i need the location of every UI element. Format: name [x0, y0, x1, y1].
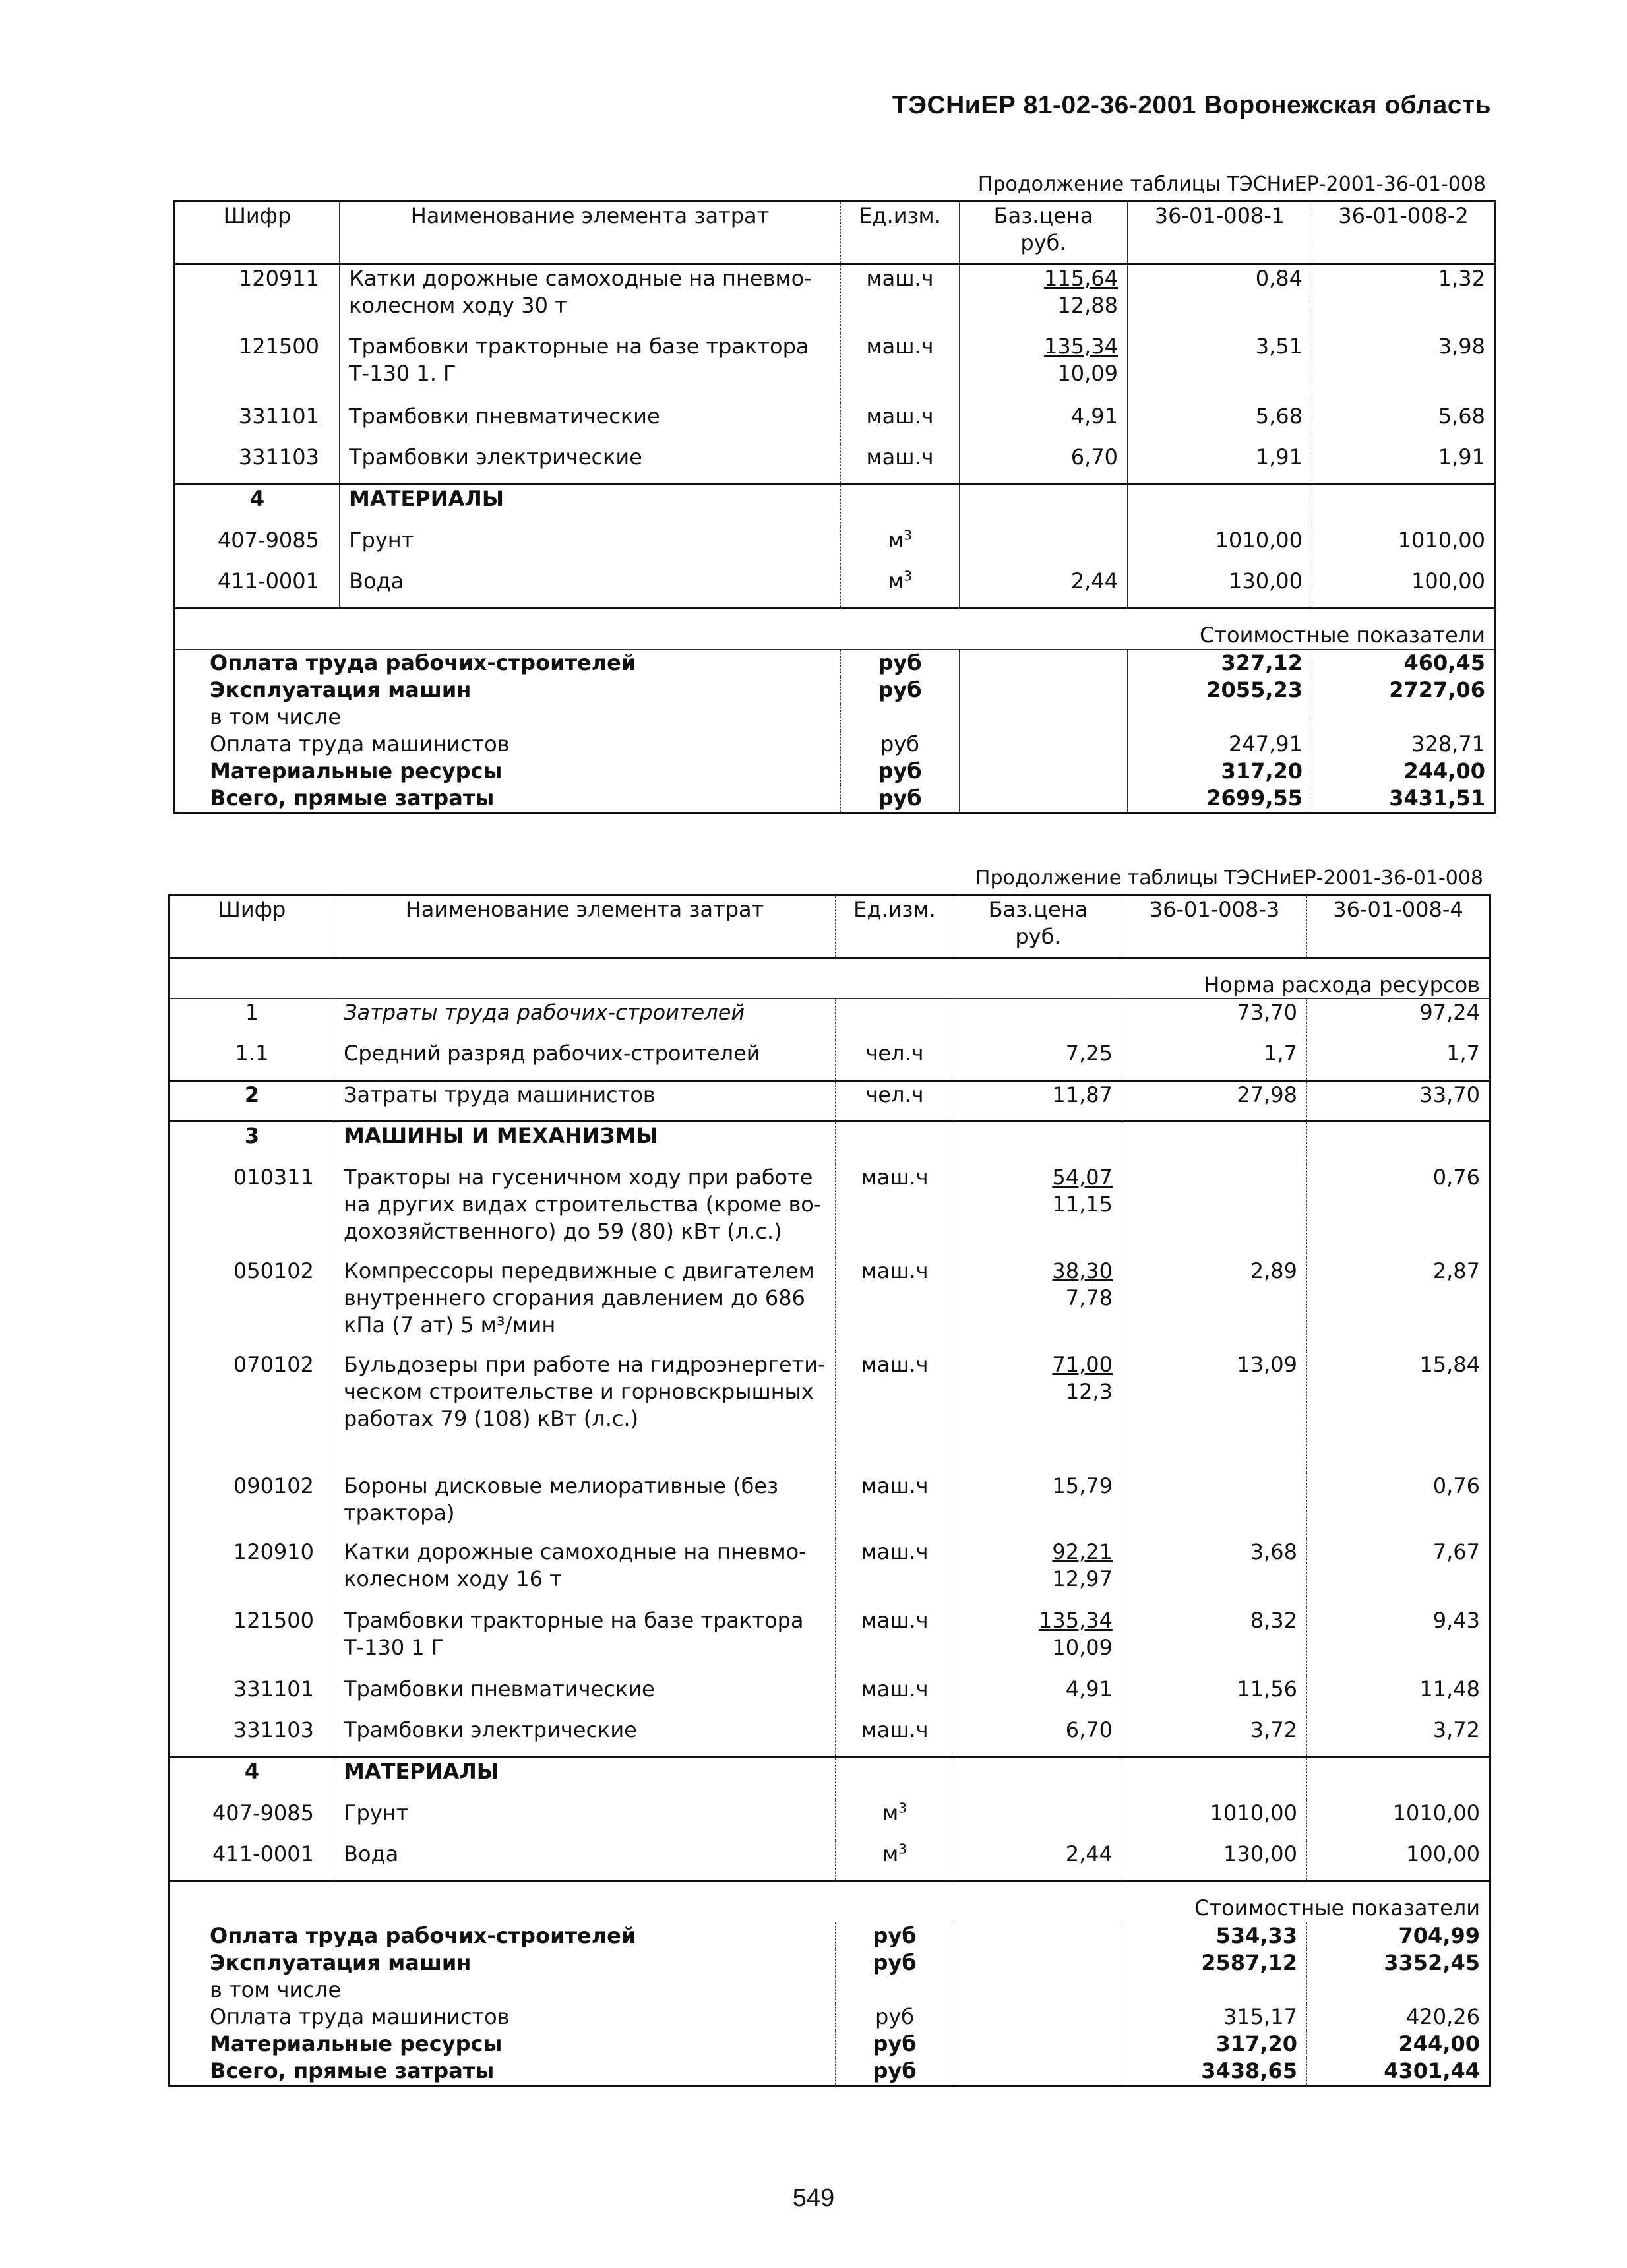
page-number: 549: [792, 2184, 835, 2212]
name-cell: Трамбовки тракторные на базе трактора Т-130 1 Г: [334, 1607, 836, 1676]
cost-name: Оплата труда машинистов: [210, 2004, 510, 2029]
value-cell: 1010,00: [1122, 1800, 1307, 1841]
price-wage-cell: 10,09: [1057, 360, 1118, 386]
cost-name: Эксплуатация машин: [210, 1950, 472, 1975]
cost-unit: руб: [841, 650, 960, 677]
cost-value: 4301,44: [1307, 2058, 1490, 2086]
value-cell: 130,00: [1128, 568, 1312, 609]
code-cell: 090102: [233, 1473, 314, 1498]
price-wage-cell: 12,3: [1065, 1378, 1113, 1404]
value-cell: [1122, 1473, 1307, 1539]
table-row: [169, 1800, 1490, 1841]
resource-table-2: [168, 894, 1491, 2087]
cost-value: 247,91: [1128, 731, 1312, 758]
code-cell: 331103: [233, 1717, 314, 1742]
price-wage-cell: 10,09: [1052, 1634, 1113, 1660]
cost-value: 704,99: [1307, 1922, 1490, 1950]
col-header: Баз.цена руб.: [960, 202, 1128, 264]
table-row: [169, 1717, 1490, 1758]
name-cell: Грунт: [334, 1800, 836, 1841]
value-cell: 0,76: [1307, 1473, 1490, 1539]
table-row: [169, 1607, 1490, 1676]
section-number: 4: [169, 1758, 334, 1800]
cost-name: Оплата труда машинистов: [210, 731, 510, 756]
price-cell: 15,79: [954, 1473, 1122, 1539]
section-number: 3: [169, 1122, 334, 1164]
cost-row: [169, 2031, 1490, 2058]
cost-value: 420,26: [1307, 2004, 1490, 2031]
price-cell: 135,34: [1039, 1607, 1113, 1633]
cost-unit: руб: [841, 758, 960, 785]
code-cell: 411-0001: [212, 1841, 314, 1866]
table-row: [169, 1164, 1490, 1258]
table-row: [169, 1676, 1490, 1717]
price-cell: 7,25: [954, 1040, 1122, 1081]
cost-name: Материальные ресурсы: [210, 2031, 503, 2056]
code-cell: 121500: [233, 1607, 314, 1633]
norm-label-row: [169, 958, 1490, 999]
cost-unit: руб: [841, 677, 960, 704]
cost-row: [175, 704, 1496, 731]
cost-value: 315,17: [1122, 2004, 1307, 2031]
table-row: [175, 403, 1496, 444]
price-cell: [954, 999, 1122, 1040]
price-cell: 71,00: [1052, 1351, 1113, 1377]
value-cell: 9,43: [1307, 1607, 1490, 1676]
cost-value: [1122, 1977, 1307, 2004]
name-cell: Трамбовки тракторные на базе трактора Т-130 1. Г: [340, 333, 841, 403]
price-wage-cell: 11,15: [1052, 1191, 1113, 1217]
cost-row: [169, 2004, 1490, 2031]
value-cell: 13,09: [1122, 1351, 1307, 1473]
value-cell: 3,98: [1312, 333, 1496, 403]
cost-name: Всего, прямые затраты: [210, 2058, 495, 2083]
name-cell: Компрессоры передвижные с двигателем внутреннего сгорания давлением до 686 кПа (7 ат) 5 м³/мин: [334, 1258, 836, 1351]
table-row: [169, 1081, 1490, 1122]
value-cell: 1,91: [1312, 444, 1496, 485]
col-header: Шифр: [175, 202, 340, 264]
name-cell: Затраты труда рабочих-строителей: [334, 999, 836, 1040]
cost-value: 317,20: [1128, 758, 1312, 785]
code-cell: 1: [245, 1000, 259, 1025]
section-row: [175, 485, 1496, 527]
table-row: [175, 444, 1496, 485]
cost-value: 244,00: [1307, 2031, 1490, 2058]
code-cell: 331101: [233, 1676, 314, 1701]
value-cell: 2,87: [1307, 1258, 1490, 1351]
value-cell: 8,32: [1122, 1607, 1307, 1676]
cost-value: 317,20: [1122, 2031, 1307, 2058]
value-cell: 1,91: [1128, 444, 1312, 485]
price-cell: 115,64: [1044, 266, 1118, 291]
cost-row: [175, 785, 1496, 813]
cost-unit: [836, 1977, 954, 2004]
table-row: [169, 1841, 1490, 1882]
unit-cell: маш.ч: [841, 444, 960, 485]
col-header: Шифр: [169, 896, 334, 958]
cost-name: Оплата труда рабочих-строителей: [210, 1923, 636, 1948]
price-wage-cell: 7,78: [1065, 1285, 1113, 1310]
table-row: [169, 1040, 1490, 1081]
value-cell: 73,70: [1122, 999, 1307, 1040]
col-header: Наименование элемента затрат: [334, 896, 836, 958]
unit-cell: маш.ч: [841, 333, 960, 403]
value-cell: 11,48: [1307, 1676, 1490, 1717]
table-row: [169, 1351, 1490, 1473]
price-cell: 6,70: [960, 444, 1128, 485]
price-cell: 4,91: [954, 1676, 1122, 1717]
price-cell: 2,44: [960, 568, 1128, 609]
unit-cell: [836, 999, 954, 1040]
code-cell: 121500: [238, 333, 319, 359]
cost-name: в том числе: [210, 704, 341, 729]
code-cell: 2: [169, 1081, 334, 1122]
section-row: [169, 1122, 1490, 1164]
unit-cell: маш.ч: [841, 264, 960, 333]
cost-unit: руб: [836, 1949, 954, 1977]
price-cell: 11,87: [954, 1081, 1122, 1122]
table-row: [169, 1258, 1490, 1351]
cost-row: [169, 1922, 1490, 1950]
unit-cell: $м^3$: [836, 1841, 954, 1882]
unit-cell: маш.ч: [836, 1164, 954, 1258]
code-cell: 411-0001: [217, 568, 319, 594]
price-cell: 54,07: [1052, 1164, 1113, 1190]
unit-cell: маш.ч: [836, 1607, 954, 1676]
value-cell: 27,98: [1122, 1081, 1307, 1122]
name-cell: Катки дорожные самоходные на пневмо-колесном ходу 16 т: [334, 1539, 836, 1607]
unit-cell: чел.ч: [836, 1040, 954, 1081]
section-title: МАТЕРИАЛЫ: [340, 485, 841, 527]
table-row: [175, 568, 1496, 609]
cost-row: [169, 1977, 1490, 2004]
unit-cell: чел.ч: [836, 1081, 954, 1122]
cost-value: 2055,23: [1128, 677, 1312, 704]
value-cell: 97,24: [1307, 999, 1490, 1040]
cost-value: 3352,45: [1307, 1949, 1490, 1977]
value-cell: 1010,00: [1312, 527, 1496, 568]
price-cell: 38,30: [1052, 1258, 1113, 1283]
cost-row: [175, 731, 1496, 758]
cost-value: [1128, 704, 1312, 731]
col-header: Наименование элемента затрат: [340, 202, 841, 264]
unit-cell: маш.ч: [836, 1473, 954, 1539]
cost-unit: руб: [841, 785, 960, 813]
cost-name: Материальные ресурсы: [210, 758, 503, 783]
table-caption: Продолжение таблицы ТЭСНиЕР-2001-36-01-008: [975, 867, 1483, 890]
table-row: [169, 999, 1490, 1040]
name-cell: Вода: [340, 568, 841, 609]
name-cell: Вода: [334, 1841, 836, 1882]
section-number: 4: [175, 485, 340, 527]
code-cell: 070102: [233, 1351, 314, 1377]
col-header: Ед.изм.: [841, 202, 960, 264]
value-cell: 0,84: [1128, 264, 1312, 333]
unit-cell: маш.ч: [836, 1539, 954, 1607]
section-title: МАТЕРИАЛЫ: [334, 1758, 836, 1800]
cost-unit: руб: [836, 1922, 954, 1950]
section-title: МАШИНЫ И МЕХАНИЗМЫ: [334, 1122, 836, 1164]
cost-name: в том числе: [210, 1977, 341, 2002]
cost-label-row: [175, 609, 1496, 650]
cost-value: [1307, 1977, 1490, 2004]
name-cell: Тракторы на гусеничном ходу при работе на других видах строительства (кроме во-дохозяйственного) до 59 (80) кВт (л.с.): [334, 1164, 836, 1258]
unit-cell: $м^3$: [836, 1800, 954, 1841]
name-cell: Трамбовки электрические: [334, 1717, 836, 1758]
value-cell: 1010,00: [1307, 1800, 1490, 1841]
code-cell: 407-9085: [212, 1800, 314, 1825]
col-header: Ед.изм.: [836, 896, 954, 958]
cost-value: 2727,06: [1312, 677, 1496, 704]
cost-row: [175, 650, 1496, 677]
cost-value: 2699,55: [1128, 785, 1312, 813]
col-header: 36-01-008-2: [1312, 202, 1496, 264]
cost-row: [169, 1949, 1490, 1977]
name-cell: Средний разряд рабочих-строителей: [334, 1040, 836, 1081]
table-row: [169, 1539, 1490, 1607]
price-cell: 4,91: [960, 403, 1128, 444]
cost-value: 460,45: [1312, 650, 1496, 677]
value-cell: 2,89: [1122, 1258, 1307, 1351]
name-cell: Трамбовки пневматические: [334, 1676, 836, 1717]
cost-value: 534,33: [1122, 1922, 1307, 1950]
price-cell: [960, 527, 1128, 568]
value-cell: 1,7: [1307, 1040, 1490, 1081]
value-cell: 3,72: [1122, 1717, 1307, 1758]
value-cell: 3,72: [1307, 1717, 1490, 1758]
cost-name: Оплата труда рабочих-строителей: [210, 650, 636, 675]
name-cell: Трамбовки пневматические: [340, 403, 841, 444]
cost-value: 3431,51: [1312, 785, 1496, 813]
cost-unit: руб: [836, 2004, 954, 2031]
table-row: [175, 333, 1496, 403]
document-header: ТЭСНиЕР 81-02-36-2001 Воронежская область: [892, 91, 1491, 119]
value-cell: 5,68: [1312, 403, 1496, 444]
cost-row: [175, 677, 1496, 704]
col-header: 36-01-008-3: [1122, 896, 1307, 958]
cost-value: 328,71: [1312, 731, 1496, 758]
norm-section-label: Норма расхода ресурсов: [169, 958, 1490, 999]
cost-label-row: [169, 1882, 1490, 1922]
value-cell: 3,51: [1128, 333, 1312, 403]
cost-row: [169, 2058, 1490, 2086]
value-cell: 3,68: [1122, 1539, 1307, 1607]
value-cell: 130,00: [1122, 1841, 1307, 1882]
value-cell: 15,84: [1307, 1351, 1490, 1473]
value-cell: 100,00: [1312, 568, 1496, 609]
code-cell: 331101: [238, 403, 319, 429]
name-cell: Катки дорожные самоходные на пневмо-колесном ходу 30 т: [340, 264, 841, 333]
col-header: 36-01-008-1: [1128, 202, 1312, 264]
name-cell: Затраты труда машинистов: [334, 1081, 836, 1122]
price-wage-cell: 12,97: [1052, 1566, 1113, 1591]
value-cell: [1122, 1164, 1307, 1258]
code-cell: 1.1: [235, 1040, 269, 1066]
code-cell: 331103: [238, 444, 319, 470]
unit-cell: маш.ч: [836, 1351, 954, 1473]
cost-value: [1312, 704, 1496, 731]
cost-value: 327,12: [1128, 650, 1312, 677]
cost-row: [175, 758, 1496, 785]
cost-unit: [841, 704, 960, 731]
value-cell: 11,56: [1122, 1676, 1307, 1717]
cost-unit: руб: [836, 2031, 954, 2058]
unit-cell: маш.ч: [836, 1676, 954, 1717]
col-header: Баз.цена руб.: [954, 896, 1122, 958]
value-cell: 1010,00: [1128, 527, 1312, 568]
price-cell: 135,34: [1044, 333, 1118, 359]
cost-unit: руб: [836, 2058, 954, 2086]
name-cell: Грунт: [340, 527, 841, 568]
code-cell: 120910: [233, 1539, 314, 1564]
cost-value: 244,00: [1312, 758, 1496, 785]
section-row: [169, 1758, 1490, 1800]
value-cell: 100,00: [1307, 1841, 1490, 1882]
cost-unit: руб: [841, 731, 960, 758]
resource-table-1: [173, 200, 1496, 814]
price-wage-cell: 12,88: [1057, 293, 1118, 318]
unit-cell: $м^3$: [841, 568, 960, 609]
price-cell: 2,44: [954, 1841, 1122, 1882]
code-cell: 050102: [233, 1258, 314, 1283]
name-cell: Трамбовки электрические: [340, 444, 841, 485]
cost-name: Всего, прямые затраты: [210, 785, 495, 811]
value-cell: 7,67: [1307, 1539, 1490, 1607]
name-cell: Бороны дисковые мелиоративные (без трактора): [334, 1473, 836, 1539]
code-cell: 120911: [238, 266, 319, 291]
cost-value: 2587,12: [1122, 1949, 1307, 1977]
value-cell: 5,68: [1128, 403, 1312, 444]
table-row: [175, 264, 1496, 333]
unit-cell: $м^3$: [841, 527, 960, 568]
name-cell: Бульдозеры при работе на гидроэнергети-ческом строительстве и горновскрышных работах 79 (108) кВт (л.с.): [334, 1351, 836, 1473]
value-cell: 33,70: [1307, 1081, 1490, 1122]
unit-cell: маш.ч: [836, 1258, 954, 1351]
code-cell: 407-9085: [217, 527, 319, 553]
table-header-row: [169, 896, 1490, 958]
cost-section-label: Стоимостные показатели: [175, 609, 1496, 650]
price-cell: [954, 1800, 1122, 1841]
unit-cell: маш.ч: [836, 1717, 954, 1758]
cost-section-label: Стоимостные показатели: [169, 1882, 1490, 1922]
table-header-row: [175, 202, 1496, 264]
price-cell: 6,70: [954, 1717, 1122, 1758]
price-cell: 92,21: [1052, 1539, 1113, 1564]
code-cell: 010311: [233, 1164, 314, 1190]
value-cell: 1,7: [1122, 1040, 1307, 1081]
col-header: 36-01-008-4: [1307, 896, 1490, 958]
table-caption: Продолжение таблицы ТЭСНиЕР-2001-36-01-008: [977, 173, 1486, 196]
cost-name: Эксплуатация машин: [210, 677, 472, 702]
table-row: [175, 527, 1496, 568]
unit-cell: маш.ч: [841, 403, 960, 444]
table-row: [169, 1473, 1490, 1539]
value-cell: 0,76: [1307, 1164, 1490, 1258]
cost-value: 3438,65: [1122, 2058, 1307, 2086]
value-cell: 1,32: [1312, 264, 1496, 333]
